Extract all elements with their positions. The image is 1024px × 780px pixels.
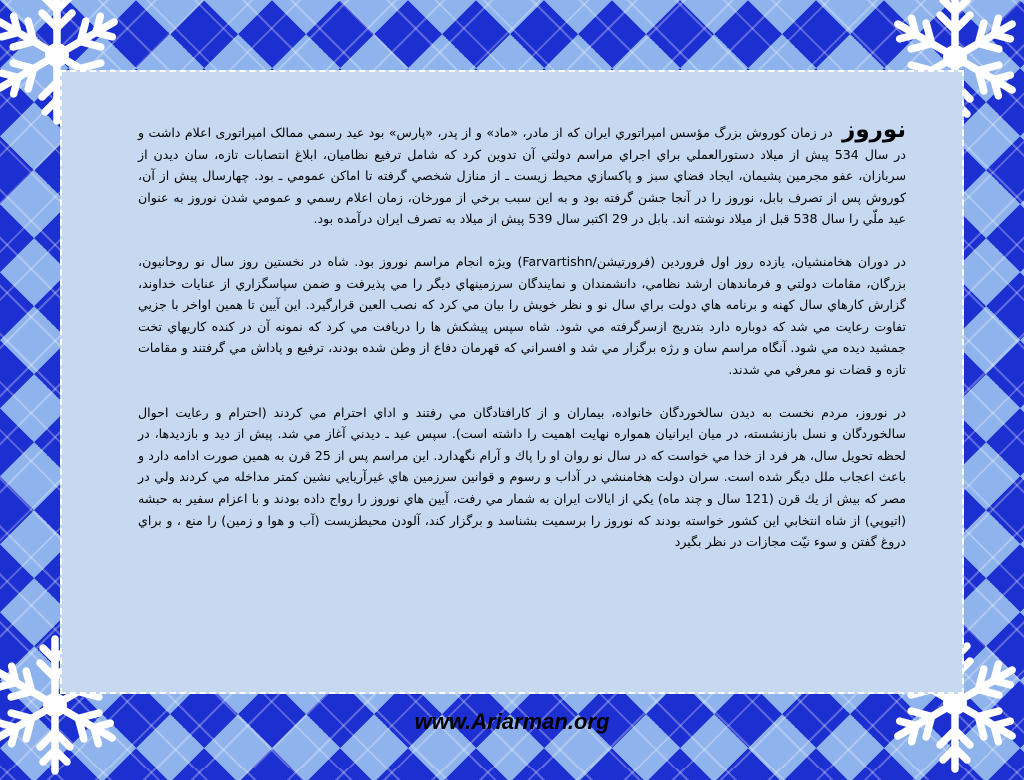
paragraph-1 <box>138 117 906 230</box>
paragraph-1-text: در زمان كوروش بزرگ مؤسس امپراتوري ايران كه از مادر، «ماد» و از پدر، «پارس» بود عيد رسمي ممالک امپراتوری اعلام داشت و در سال 534 پيش از ميلاد دستورالعملي براي اجراي مراسم دولتي آن تدوين كرد كه شامل ترفيع نظاميان، ابلاغ انتصابات تازه، سان ديدن از سربازان، عفو مجرمين پشيمان، ايجاد فضاي سبز و پاكسازي محيط زيست ـ از منازل شخصي گرفته تا اماكن عمومي ـ بود. چهارسال پيش از آن، كوروش پس از تصرف بابل، نوروز را در آنجا جشن گرفته بود و به اين سبب برخي از مورخان، زمان اعلام رسمي و عمومي شدن نوروز به عنوان عيد ملّي را سال 538 قبل از ميلاد نوشته اند. بابل در 29 اكتبر سال 539 پيش از ميلاد به تصرف ايران درآمده بود. <box>138 125 906 227</box>
paragraph-3: در نوروز، مردم نخست به ديدن سالخوردگان خانواده، بيماران و از كارافتادگان مي رفتند و اداي احترام مي كردند (احترام و رعايت احوال سالخوردگان و نسل بازنشسته، در ميان ايرانيان همواره نهايت اهميت را داشته است). سپس عيد ـ ديدني آغاز مي شد. پيش از ديد و بازديدها، در لحظه تحويل سال، هر فرد از خدا مي خواست كه در سال نو روان او را پاك و آرام نگهدارد. اين مراسم پس از 25 قرن به همين صورت ادامه دارد و باعث اعجاب ملل ديگر شده است. سران دولت هخامنشي در آداب و رسوم و قوانين سرزمين هاي غيرآريايي نشين كمتر مداخله مي كردند ولي در مصر كه بيش از يك قرن (121 سال و چند ماه) يكي از ايالات ايران به شمار مي رفت، آيين هاي نوروز را رواج داده بودند و با اعزام سفير به حبشه (اتيوپي) از شاه انتخابي اين كشور خواسته بودند كه نوروز را برسميت بشناسد و برگزار كند، آلودن محيطزيست (آب و هوا و زمين) را منع ، و براي دروغ گفتن و سوء نيّت مجازات در نظر بگيرد <box>138 404 906 550</box>
website-url: www.Ariarman.org <box>414 709 610 734</box>
article-heading: نوروز <box>842 117 906 143</box>
article-body <box>138 117 906 574</box>
paragraph-2: در دوران هخامنشيان، يازده روز اول فروردين (فرورتيشن/Farvartishn) ويژه انجام مراسم نوروز بود. شاه در نخستين روز سال نو روحانيون، بزرگان، مقامات دولتي و فرماندهان ارشد نظامي، دانشمندان و نمايندگان سرزمينهاي ديگر را مي پذيرفت و ضمن سپاسگزاري از عنايات خداوند، گزارش كارهاي سال كهنه و برنامه هاي دولت براي سال نو و نظر خويش را بيان مي كرد كه نصب العين قرارگيرد. اين آيين تا همين اواخر با جزيي تفاوت رعايت مي شد كه دوباره دارد بتدريج ازسرگرفته مي شود. شاه سپس پيشكش ها را دريافت مي كرد كه نمونه آن در كنده كاريهاي تخت جمشيد ديده مي شود. آنگاه مراسم سان و رژه برگزار مي شد و افسراني كه قهرمان دفاع از وطن شده بودند، ترفيع و پاداش مي گرفتند و مقامات تازه و قضات نو معرفي مي شدند. <box>138 253 906 377</box>
